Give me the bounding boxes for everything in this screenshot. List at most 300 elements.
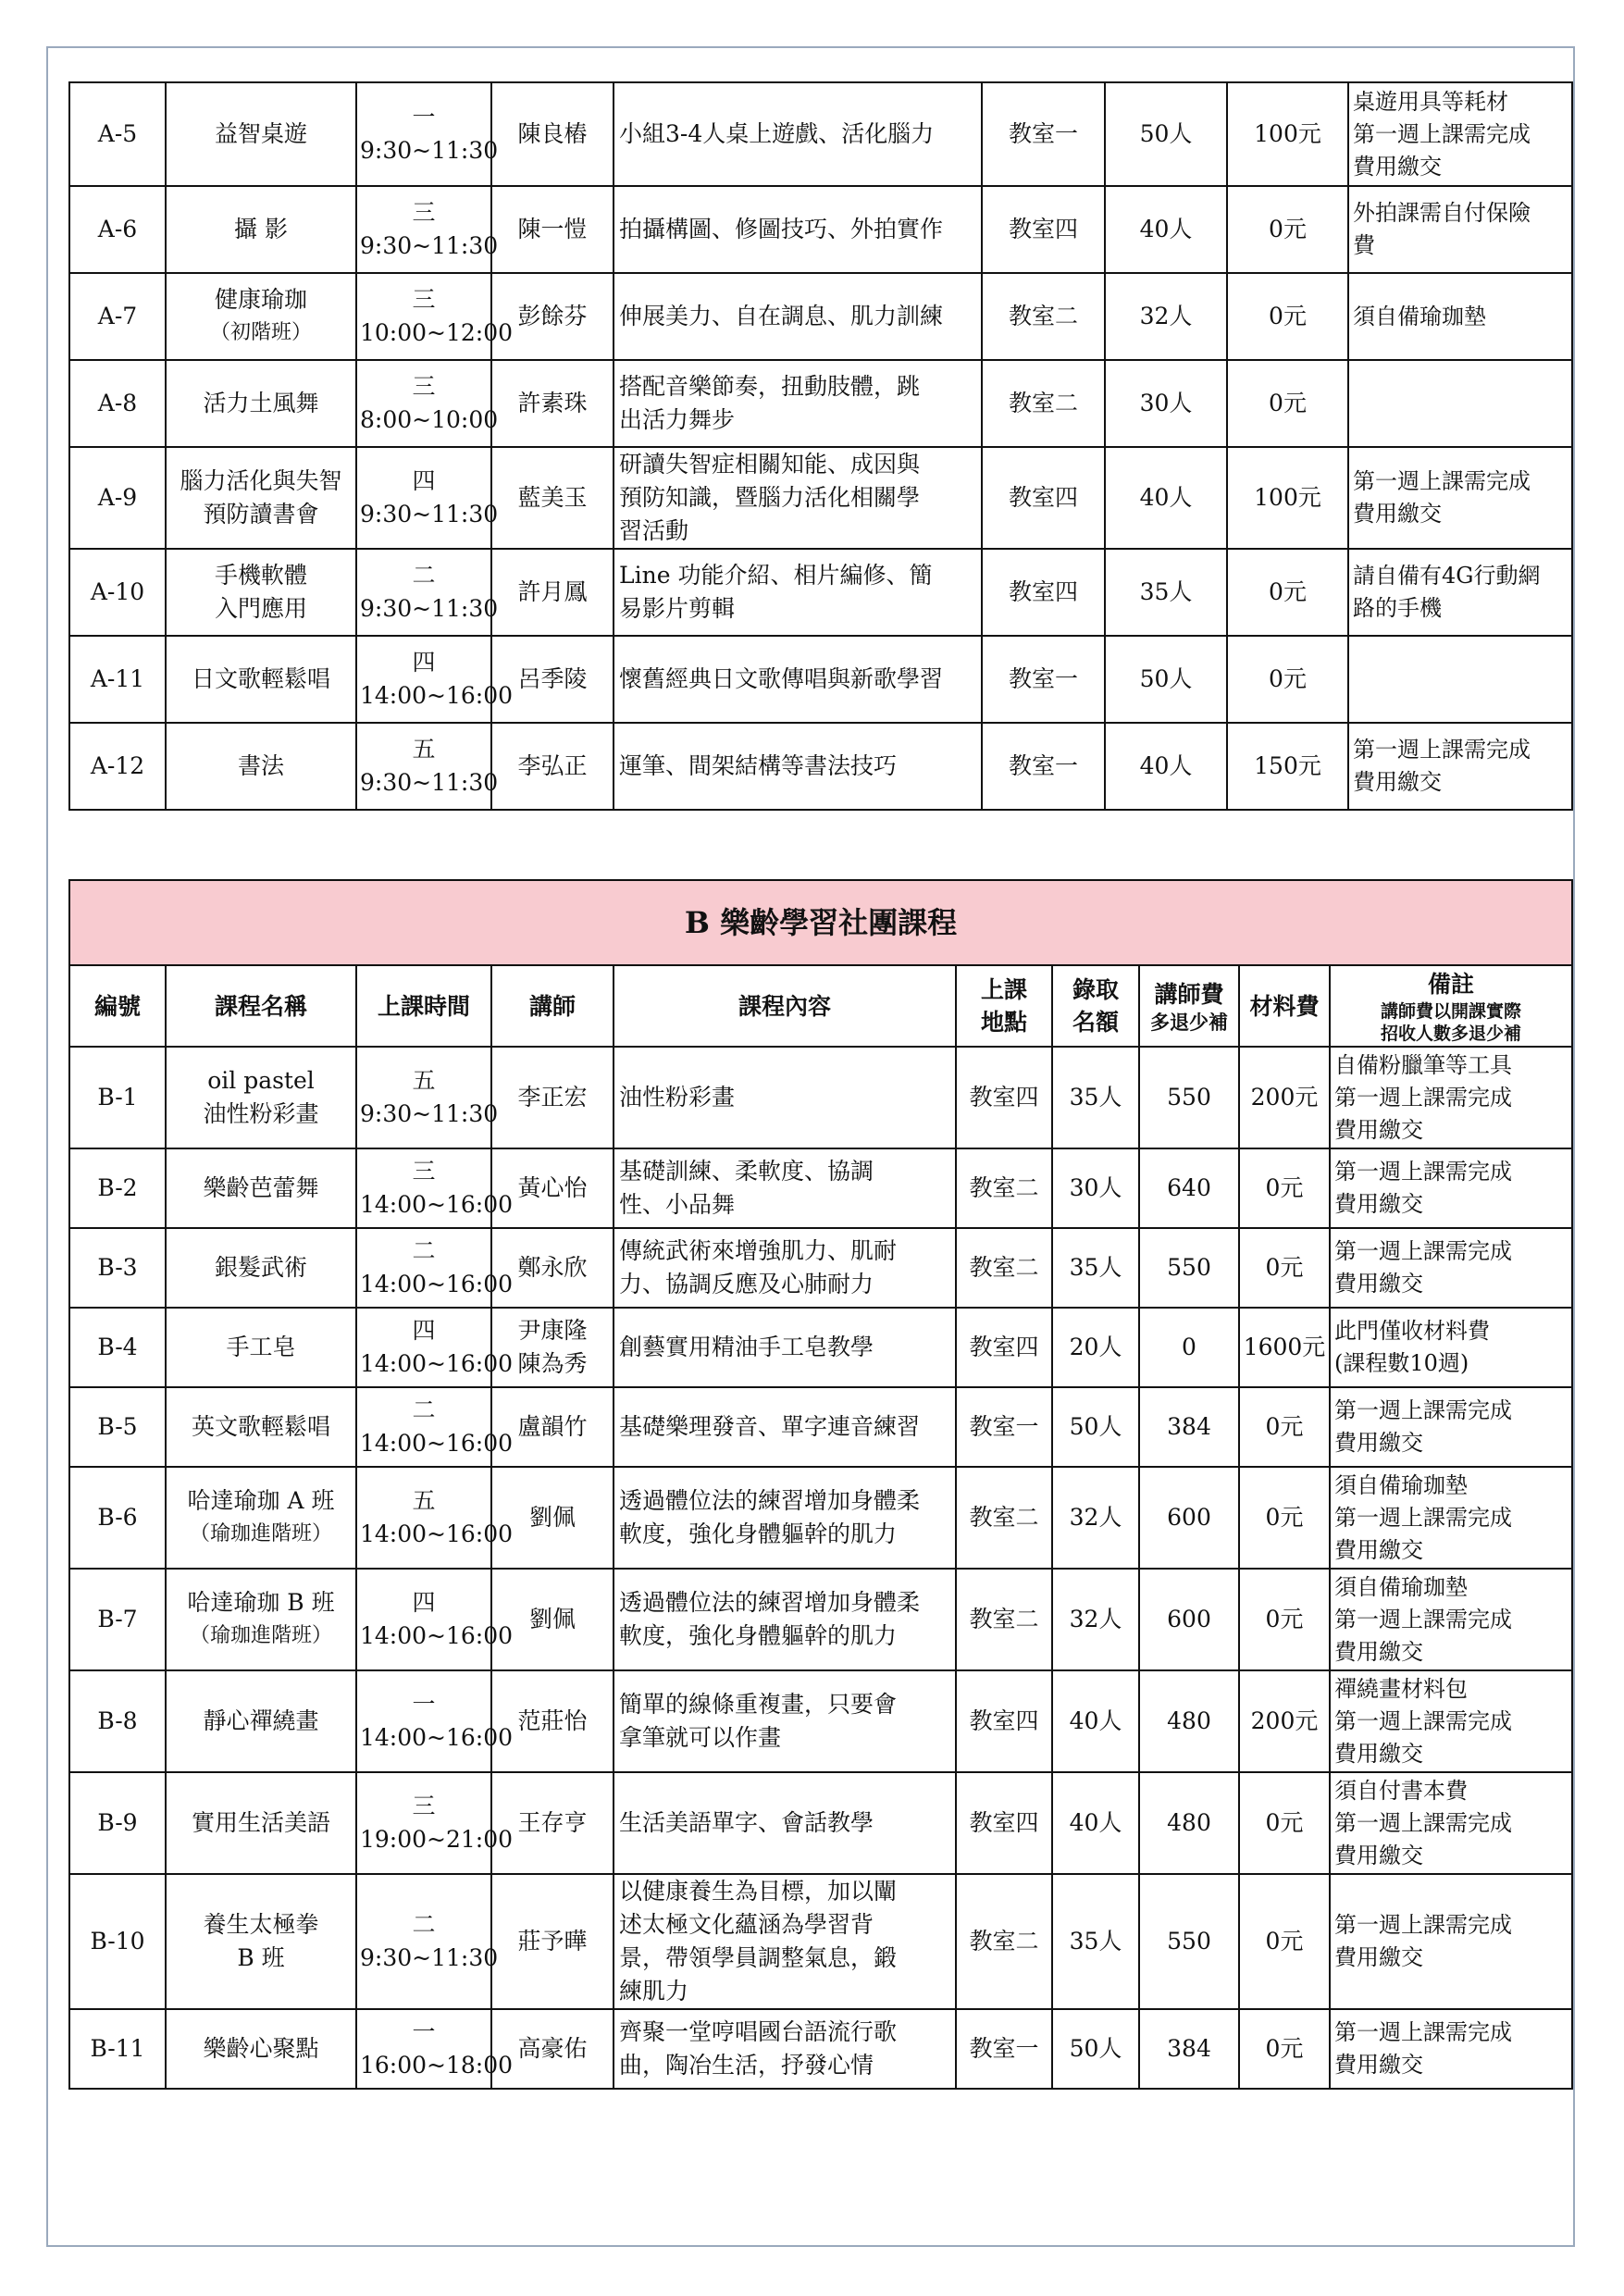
course-id: B-4 [69, 1308, 166, 1387]
course-name [166, 273, 356, 360]
course-schedule [356, 1670, 514, 1772]
content-line: 述太極文化蘊涵為學習背 [619, 1911, 874, 1938]
course-fee: 0元 [1227, 186, 1348, 273]
header-tfee-line2: 多退少補 [1150, 1010, 1228, 1034]
teacher-name: 范莊怡 [517, 1707, 588, 1734]
course-schedule [356, 636, 514, 723]
header-quota-line1: 錄取 [1072, 976, 1119, 1003]
section-title-b: B 樂齡學習社團課程 [69, 880, 1572, 965]
course-name-line: 實用生活美語 [191, 1809, 330, 1836]
course-day: 二 [412, 1396, 436, 1423]
course-day: 二 [412, 1237, 436, 1264]
note-line: 費用繳交 [1353, 501, 1442, 527]
course-name-line: 哈達瑜珈 A 班 [187, 1487, 335, 1514]
teacher-name: 王存亨 [517, 1809, 588, 1836]
course-quota: 40人 [1052, 1772, 1139, 1874]
teacher-fee: 384 [1139, 1387, 1239, 1467]
content-line: 曲，陶冶生活，抒發心情 [619, 2052, 874, 2079]
header-note-line2: 講師費以開課實際 [1381, 1000, 1522, 1022]
course-schedule [356, 447, 499, 549]
course-room: 教室四 [956, 1308, 1052, 1387]
content-line: 基礎樂理發音、單字連音練習 [619, 1413, 921, 1440]
course-note [1348, 636, 1572, 723]
course-id: A-10 [69, 549, 166, 636]
content-line: 生活美語單字、會話教學 [619, 1809, 874, 1836]
course-fee: 0元 [1227, 549, 1348, 636]
course-name [166, 186, 356, 273]
content-line: 練肌力 [619, 1978, 689, 2004]
header-teacher-fee [1139, 965, 1239, 1047]
course-time: 16:00~18:00 [360, 2052, 514, 2079]
course-time: 9:30~11:30 [360, 137, 499, 164]
course-teacher [491, 1047, 614, 1148]
course-table-b [68, 879, 1573, 2090]
course-time: 9:30~11:30 [360, 595, 499, 622]
course-note [1330, 2009, 1572, 2089]
content-line: 拿筆就可以作畫 [619, 1724, 782, 1751]
course-teacher [491, 186, 614, 273]
header-note-line1: 備註 [1428, 970, 1475, 998]
teacher-name: 李正宏 [517, 1084, 588, 1111]
course-content [614, 186, 982, 273]
course-note [1348, 273, 1572, 360]
teacher-name: 呂季陵 [517, 665, 588, 692]
course-name-line: B 班 [237, 1944, 285, 1971]
course-day: 一 [412, 1691, 436, 1718]
course-name [166, 723, 356, 810]
course-note [1348, 723, 1572, 810]
course-schedule [356, 186, 499, 273]
course-quota: 35人 [1105, 549, 1227, 636]
course-schedule [356, 1308, 514, 1387]
material-fee: 0元 [1239, 1772, 1330, 1874]
course-id: B-7 [69, 1569, 166, 1670]
course-name-line: 樂齡芭蕾舞 [203, 1174, 319, 1201]
note-line: 外拍課需自付保險 [1353, 200, 1531, 226]
course-table-a [68, 81, 1573, 811]
course-quota: 40人 [1105, 447, 1227, 549]
header-note [1330, 965, 1572, 1047]
material-fee: 0元 [1239, 2009, 1330, 2089]
course-day: 三 [412, 199, 436, 226]
course-note [1348, 82, 1572, 186]
note-line: 第一週上課需完成 [1353, 737, 1531, 763]
course-note [1330, 1228, 1572, 1308]
course-room: 教室二 [956, 1874, 1052, 2009]
course-fee: 100元 [1227, 82, 1348, 186]
note-line: 費 [1353, 232, 1375, 258]
course-name [166, 360, 356, 447]
course-name [166, 1569, 356, 1670]
course-name [166, 1308, 356, 1387]
course-room: 教室二 [956, 1148, 1052, 1228]
note-line: 此門僅收材料費 [1334, 1318, 1490, 1344]
note-line: 第一週上課需完成 [1334, 1397, 1512, 1423]
course-name-line: 油性粉彩畫 [203, 1100, 319, 1127]
content-line: 研讀失智症相關知能、成因與 [619, 451, 921, 478]
table-row [69, 1772, 1572, 1874]
course-quota: 50人 [1052, 1387, 1139, 1467]
teacher-name: 陳為秀 [517, 1350, 588, 1377]
content-line: 易影片剪輯 [619, 595, 736, 622]
course-day: 一 [412, 104, 436, 130]
teacher-name: 彭餘芬 [517, 303, 588, 329]
content-line: 簡單的線條重複畫，只要會 [619, 1691, 898, 1718]
course-name-line: 養生太極拳 [203, 1911, 319, 1938]
note-line: 費用繳交 [1353, 153, 1442, 180]
course-time: 9:30~11:30 [360, 501, 499, 527]
course-teacher [491, 636, 614, 723]
teacher-fee: 600 [1139, 1569, 1239, 1670]
teacher-name: 尹康隆 [517, 1317, 588, 1344]
course-day: 二 [412, 1911, 436, 1938]
note-line: 第一週上課需完成 [1334, 1707, 1512, 1734]
course-name-line: 手機軟體 [214, 562, 307, 589]
material-fee: 0元 [1239, 1387, 1330, 1467]
content-line: 拍攝構圖、修圖技巧、外拍實作 [619, 216, 944, 242]
course-id: B-2 [69, 1148, 166, 1228]
course-day: 五 [412, 736, 436, 763]
course-name-line: （瑜珈進階班） [189, 1624, 332, 1647]
teacher-fee: 480 [1139, 1670, 1239, 1772]
course-id: A-6 [69, 186, 166, 273]
course-name [166, 1670, 356, 1772]
course-quota: 40人 [1105, 723, 1227, 810]
note-line: 第一週上課需完成 [1334, 1084, 1512, 1111]
header-id: 編號 [69, 965, 166, 1047]
course-room: 教室一 [956, 2009, 1052, 2089]
table-row [69, 1874, 1572, 2009]
course-quota: 35人 [1052, 1228, 1139, 1308]
course-teacher [491, 360, 614, 447]
table-row [69, 2009, 1572, 2089]
table-row [69, 1148, 1572, 1228]
course-day: 四 [412, 1589, 436, 1616]
note-line: 自備粉臘筆等工具 [1334, 1051, 1512, 1078]
course-day: 五 [412, 1487, 436, 1514]
course-schedule [356, 723, 499, 810]
course-id: A-7 [69, 273, 166, 360]
course-time: 9:30~11:30 [360, 769, 499, 796]
course-quota: 30人 [1105, 360, 1227, 447]
course-content [614, 2009, 956, 2089]
header-quota [1052, 965, 1139, 1047]
course-day: 四 [412, 467, 436, 494]
course-content [614, 273, 982, 360]
course-room: 教室一 [956, 1387, 1052, 1467]
course-content [614, 636, 982, 723]
course-name-line: 健康瑜珈 [214, 286, 307, 313]
course-room: 教室四 [956, 1047, 1052, 1148]
content-line: 力、協調反應及心肺耐力 [619, 1271, 874, 1297]
content-line: 基礎訓練、柔軟度、協調 [619, 1158, 874, 1185]
course-day: 三 [412, 1158, 436, 1185]
content-line: 懷舊經典日文歌傳唱與新歌學習 [619, 665, 944, 692]
course-note [1330, 1772, 1572, 1874]
teacher-fee: 384 [1139, 2009, 1239, 2089]
table-row [69, 1308, 1572, 1387]
course-room: 教室四 [982, 447, 1105, 549]
course-room: 教室四 [982, 549, 1105, 636]
table-row [69, 1228, 1572, 1308]
course-quota: 32人 [1052, 1569, 1139, 1670]
note-line: 須自備瑜珈墊 [1334, 1471, 1468, 1498]
header-content: 課程內容 [614, 965, 956, 1047]
course-time: 14:00~16:00 [360, 1520, 514, 1547]
teacher-name: 高豪佑 [517, 2035, 588, 2062]
course-room: 教室二 [982, 360, 1105, 447]
course-name-line: 腦力活化與失智 [180, 467, 342, 494]
teacher-name: 莊予曄 [517, 1928, 588, 1955]
table-row [69, 549, 1572, 636]
content-line: 油性粉彩畫 [619, 1084, 736, 1111]
course-content [614, 1387, 956, 1467]
teacher-name: 劉佩 [528, 1606, 576, 1632]
teacher-fee: 550 [1139, 1228, 1239, 1308]
table-row [69, 360, 1572, 447]
course-time: 19:00~21:00 [360, 1826, 514, 1853]
course-time: 14:00~16:00 [360, 682, 514, 709]
course-schedule [356, 82, 499, 186]
content-line: 透過體位法的練習增加身體柔 [619, 1589, 921, 1616]
course-room: 教室四 [956, 1772, 1052, 1874]
course-teacher [491, 549, 614, 636]
note-line: 第一週上課需完成 [1353, 468, 1531, 494]
teacher-fee: 480 [1139, 1772, 1239, 1874]
course-name [166, 82, 356, 186]
course-schedule [356, 1228, 514, 1308]
teacher-fee: 640 [1139, 1148, 1239, 1228]
course-note [1330, 1387, 1572, 1467]
content-line: 性、小品舞 [619, 1191, 736, 1218]
teacher-name: 劉佩 [528, 1504, 576, 1531]
teacher-fee: 550 [1139, 1047, 1239, 1148]
course-fee: 0元 [1227, 360, 1348, 447]
note-line: 費用繳交 [1334, 1271, 1423, 1297]
course-quota: 50人 [1105, 82, 1227, 186]
course-quota: 30人 [1052, 1148, 1139, 1228]
course-name-line: 書法 [237, 752, 284, 779]
course-quota: 32人 [1052, 1467, 1139, 1569]
header-room-line1: 上課 [980, 976, 1027, 1003]
note-line: 第一週上課需完成 [1334, 1504, 1512, 1531]
course-time: 14:00~16:00 [360, 1622, 514, 1649]
course-quota: 50人 [1105, 636, 1227, 723]
course-name [166, 1772, 356, 1874]
content-line: 景，帶領學員調整氣息，鍛 [619, 1944, 898, 1971]
course-day: 三 [412, 1793, 436, 1819]
course-quota: 35人 [1052, 1874, 1139, 2009]
header-name: 課程名稱 [166, 965, 356, 1047]
course-id: A-9 [69, 447, 166, 549]
course-quota: 50人 [1052, 2009, 1139, 2089]
note-line: 路的手機 [1353, 595, 1442, 621]
course-name [166, 1148, 356, 1228]
course-teacher [491, 1670, 614, 1772]
content-line: 傳統武術來增強肌力、肌耐 [619, 1237, 898, 1264]
course-time: 9:30~11:30 [360, 1944, 499, 1971]
course-content [614, 549, 982, 636]
content-line: 搭配音樂節奏，扭動肢體，跳 [619, 373, 921, 400]
course-name-line: 益智桌遊 [214, 120, 307, 147]
course-name-line: 攝 影 [234, 216, 288, 242]
table-row [69, 1670, 1572, 1772]
course-quota: 40人 [1105, 186, 1227, 273]
course-name [166, 549, 356, 636]
note-line: 費用繳交 [1334, 1430, 1423, 1456]
course-content [614, 1569, 956, 1670]
material-fee: 200元 [1239, 1670, 1330, 1772]
note-line: 第一週上課需完成 [1334, 1606, 1512, 1632]
course-content [614, 723, 982, 810]
table-b-header-row [69, 965, 1572, 1047]
course-id: B-9 [69, 1772, 166, 1874]
course-schedule [356, 1772, 514, 1874]
teacher-name: 李弘正 [517, 752, 588, 779]
course-teacher [491, 82, 614, 186]
content-line: 習活動 [619, 517, 689, 544]
course-teacher [491, 273, 614, 360]
table-row [69, 1467, 1572, 1569]
course-fee: 0元 [1227, 636, 1348, 723]
course-name-line: 樂齡心聚點 [203, 2035, 319, 2062]
table-b-body [69, 1047, 1572, 2089]
course-note [1330, 1047, 1572, 1148]
course-name-line: 活力土風舞 [203, 390, 319, 416]
course-room: 教室一 [982, 82, 1105, 186]
course-schedule [356, 273, 514, 360]
note-line: 第一週上課需完成 [1334, 1238, 1512, 1264]
course-day: 一 [412, 2018, 436, 2045]
note-line: 請自備有4G行動網 [1353, 563, 1541, 589]
course-time: 8:00~10:00 [360, 406, 499, 433]
course-time: 14:00~16:00 [360, 1350, 514, 1377]
header-teacher: 講師 [491, 965, 614, 1047]
header-time: 上課時間 [356, 965, 491, 1047]
note-line: 費用繳交 [1334, 1740, 1423, 1767]
material-fee: 0元 [1239, 1467, 1330, 1569]
table-a-body [69, 82, 1572, 810]
note-line: 費用繳交 [1334, 1536, 1423, 1563]
note-line: 須自付書本費 [1334, 1777, 1468, 1804]
note-line: 費用繳交 [1334, 1191, 1423, 1217]
table-row [69, 1569, 1572, 1670]
course-schedule [356, 1569, 514, 1670]
course-day: 四 [412, 649, 436, 676]
teacher-name: 藍美玉 [517, 484, 588, 511]
course-content [614, 1308, 956, 1387]
course-teacher [491, 1772, 614, 1874]
course-note [1348, 360, 1572, 447]
course-quota: 32人 [1105, 273, 1227, 360]
header-room-line2: 地點 [980, 1009, 1027, 1036]
course-fee: 0元 [1227, 273, 1348, 360]
course-name-line: 預防讀書會 [203, 501, 319, 527]
teacher-name: 陳良樁 [517, 120, 588, 147]
course-name-line: （初階班） [209, 321, 312, 344]
course-content [614, 1228, 956, 1308]
course-time: 14:00~16:00 [360, 1191, 514, 1218]
course-name [166, 1874, 356, 2009]
note-line: 第一週上課需完成 [1334, 1912, 1512, 1938]
course-time: 14:00~16:00 [360, 1271, 514, 1297]
course-id: B-3 [69, 1228, 166, 1308]
course-day: 四 [412, 1317, 436, 1344]
material-fee: 1600元 [1239, 1308, 1330, 1387]
course-room: 教室四 [956, 1670, 1052, 1772]
content-line: 軟度，強化身體軀幹的肌力 [619, 1520, 898, 1547]
note-line: 費用繳交 [1353, 769, 1442, 795]
course-room: 教室一 [982, 636, 1105, 723]
course-id: B-6 [69, 1467, 166, 1569]
course-teacher [491, 723, 614, 810]
course-content [614, 360, 982, 447]
content-line: 出活力舞步 [619, 406, 736, 433]
course-schedule [356, 360, 499, 447]
teacher-name: 陳一愷 [517, 216, 588, 242]
course-content [614, 1772, 956, 1874]
course-note [1330, 1467, 1572, 1569]
material-fee: 200元 [1239, 1047, 1330, 1148]
content-line: 透過體位法的練習增加身體柔 [619, 1487, 921, 1514]
course-name-line: 英文歌輕鬆唱 [191, 1413, 330, 1440]
course-id: B-8 [69, 1670, 166, 1772]
material-fee: 0元 [1239, 1569, 1330, 1670]
note-line: 須自備瑜珈墊 [1334, 1573, 1468, 1600]
note-line: 費用繳交 [1334, 1944, 1423, 1970]
course-name [166, 1467, 356, 1569]
course-name-line: （瑜珈進階班） [189, 1522, 332, 1545]
course-schedule [356, 1467, 514, 1569]
table-row [69, 186, 1572, 273]
course-name [166, 2009, 356, 2089]
course-id: A-11 [69, 636, 166, 723]
course-schedule [356, 1148, 514, 1228]
note-line: 第一週上課需完成 [1334, 1809, 1512, 1836]
course-quota: 40人 [1052, 1670, 1139, 1772]
course-name [166, 1228, 356, 1308]
course-schedule [356, 1874, 499, 2009]
course-room: 教室二 [956, 1228, 1052, 1308]
course-id: A-12 [69, 723, 166, 810]
course-teacher [491, 1467, 614, 1569]
course-teacher [491, 447, 614, 549]
course-content [614, 1148, 956, 1228]
course-name [166, 447, 356, 549]
course-schedule [356, 2009, 514, 2089]
table-row [69, 1387, 1572, 1467]
course-note [1348, 186, 1572, 273]
table-row [69, 82, 1572, 186]
content-line: 齊聚一堂哼唱國台語流行歌 [619, 2018, 898, 2045]
course-id: B-11 [69, 2009, 166, 2089]
course-schedule [356, 1387, 514, 1467]
course-content [614, 1670, 956, 1772]
course-name [166, 1047, 356, 1148]
note-line: 禪繞畫材料包 [1334, 1675, 1468, 1702]
course-time: 9:30~11:30 [360, 232, 499, 259]
course-id: A-8 [69, 360, 166, 447]
table-row [69, 447, 1572, 549]
course-day: 二 [412, 562, 436, 589]
course-name-line: oil pastel [207, 1067, 315, 1094]
material-fee: 0元 [1239, 1148, 1330, 1228]
content-line: 伸展美力、自在調息、肌力訓練 [619, 303, 944, 329]
teacher-name: 許月鳳 [517, 578, 588, 605]
note-line: 第一週上課需完成 [1353, 120, 1531, 147]
course-room: 教室一 [982, 723, 1105, 810]
course-teacher [491, 1874, 614, 2009]
